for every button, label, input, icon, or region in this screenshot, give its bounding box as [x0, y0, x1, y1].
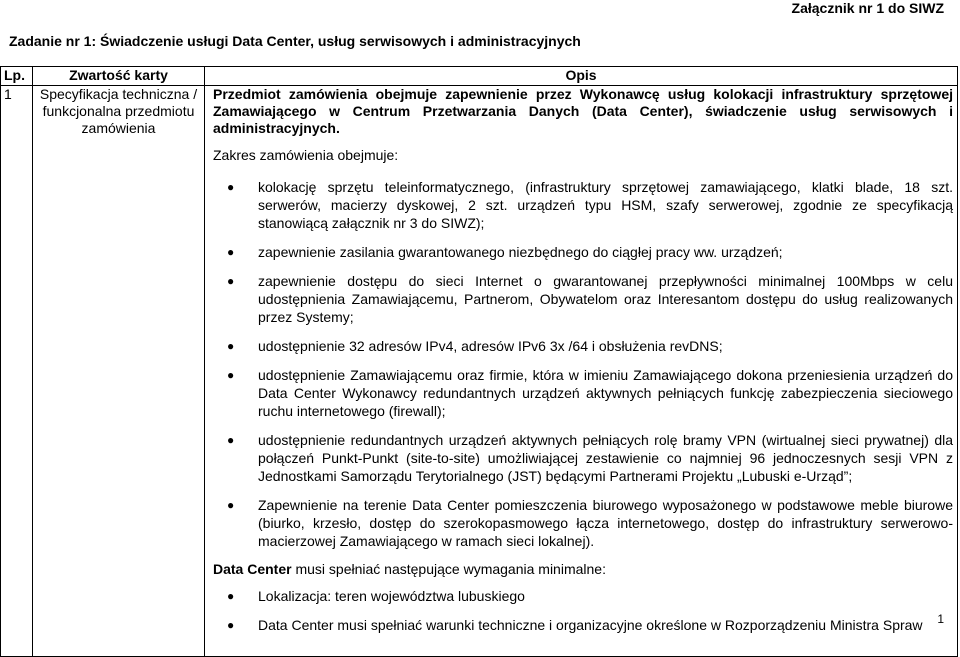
attachment-label: Załącznik nr 1 do SIWZ	[791, 0, 944, 16]
list-item-text: zapewnienie zasilania gwarantowanego niezbędnego do ciągłej pracy ww. urządzeń;	[258, 244, 783, 260]
col-opis-header: Opis	[205, 67, 958, 86]
bullet-icon: ●	[227, 368, 235, 382]
spec-cell	[33, 86, 205, 657]
bullet-icon: ●	[227, 498, 235, 512]
spec-line: Specyfikacja techniczna /	[39, 86, 198, 102]
list-item-text: zapewnienie dostępu do sieci Internet o gwarantowanej przepływności minimalnej 100Mbps w celu udostępnienia Zamawiającemu, Partnerom, Obywatelom oraz Interesantom dostępu do usług realizowanych przez Systemy;	[258, 273, 953, 325]
scope-title: Zakres zamówienia obejmuje:	[213, 147, 399, 163]
list-item	[213, 366, 953, 420]
list-item-text: udostępnienie 32 adresów IPv4, adresów IPv6 3x /64 i obsłużenia revDNS;	[258, 338, 723, 354]
spec-table	[0, 66, 958, 657]
list-item-text: udostępnienie redundantnych urządzeń aktywnych pełniących rolę bramy VPN (wirtualnej sieci prywatnej) dla połączeń Punkt-Punkt (site-to-site) umożliwiającej zestawienie co najmniej 96 jednoczesnych sesji VPN z Jednostkami Samorządu Terytorialnego (JST) będącymi Partnerami Projektu „Lubuski e-Urząd”;	[258, 432, 953, 484]
col-karta-header: Zwartość karty	[33, 67, 205, 86]
list-item	[213, 587, 953, 605]
list-item	[213, 431, 953, 485]
spec-table-container	[0, 66, 960, 657]
list-item	[213, 337, 953, 355]
list-item	[213, 243, 953, 261]
bullet-icon: ●	[227, 274, 235, 288]
bullet-icon: ●	[227, 589, 235, 603]
table-header-row	[1, 67, 958, 86]
page-number: 1	[937, 612, 944, 626]
list-item-text: Data Center musi spełniać warunki techniczne i organizacyjne określone w Rozporządzeniu Ministra Spraw	[258, 617, 923, 633]
spec-line: funkcjonalna przedmiotu	[42, 103, 195, 119]
bullet-icon: ●	[227, 618, 235, 632]
requirements-title-bold: Data Center	[213, 561, 292, 577]
requirements-title	[213, 561, 953, 578]
bullet-icon: ●	[227, 245, 235, 259]
list-item	[213, 178, 953, 232]
list-item-text: kolokację sprzętu teleinformatycznego, (infrastruktury sprzętowej zamawiającego, klatki blade, 18 szt. serwerów, macierzy dyskowej, 2 szt. urządzeń typu HSM, szafy serwerowej, zgodnie ze specyfikacją stanowiącą załącznik nr 3 do SIWZ);	[258, 179, 953, 231]
list-item-text: Zapewnienie na terenie Data Center pomieszczenia biurowego wyposażonego w podstawowe meble biurowe (biurko, krzesło, dostęp do szerokopasmowego łącza internetowego, dostęp do infrastruktury serwerowo-macierzowej Zamawiającego w ramach sieci lokalnej).	[258, 497, 953, 549]
list-item	[213, 616, 953, 634]
bullet-icon: ●	[227, 339, 235, 353]
table-row	[1, 86, 958, 657]
list-item	[213, 496, 953, 550]
bullet-icon: ●	[227, 433, 235, 447]
col-lp-header: Lp.	[1, 67, 33, 86]
list-item-text: udostępnienie Zamawiającemu oraz firmie, która w imieniu Zamawiającego dokona przeniesienia urządzeń do Data Center Wykonawcy redundantnych urządzeń aktywnych pełniących funkcję zabezpieczenia sieciowego ruchu internetowego (firewall);	[258, 367, 953, 419]
row-number: 1	[1, 86, 33, 657]
description-cell	[205, 86, 958, 657]
list-item-text: Lokalizacja: teren województwa lubuskiego	[258, 588, 525, 604]
spec-line: zamówienia	[81, 120, 156, 136]
list-item	[213, 272, 953, 326]
requirements-title-rest: musi spełniać następujące wymagania minimalne:	[291, 561, 606, 577]
task-title: Zadanie nr 1: Świadczenie usługi Data Center, usług serwisowych i administracyjnych	[9, 33, 581, 49]
scope-list	[213, 178, 953, 550]
bullet-icon: ●	[227, 180, 235, 194]
intro-paragraph: Przedmiot zamówienia obejmuje zapewnienie przez Wykonawcę usług kolokacji infrastruktury sprzętowej Zamawiającego w Centrum Przetwarzania Danych (Data Center), świadczenie usług serwisowych i administracyjnych.	[213, 86, 953, 136]
